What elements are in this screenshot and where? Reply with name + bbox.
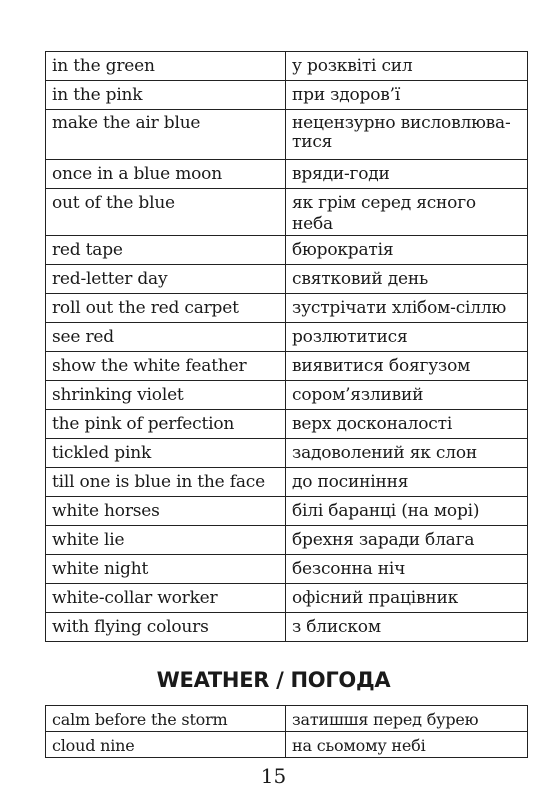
table-row (46, 706, 528, 732)
ukrainian-translation (286, 110, 528, 160)
table-row (46, 410, 528, 439)
ukrainian-translation: верх досконалості (286, 410, 528, 439)
weather-idioms-table (45, 705, 528, 758)
english-idiom: white-collar worker (46, 584, 286, 613)
ukrainian-translation: з блиском (286, 613, 528, 642)
ukrainian-translation: як грім серед ясного неба (286, 189, 528, 236)
table-row (46, 81, 528, 110)
english-idiom: see red (46, 323, 286, 352)
english-idiom: show the white feather (46, 352, 286, 381)
table-row (46, 110, 528, 160)
english-idiom: cloud nine (46, 732, 286, 758)
english-idiom: till one is blue in the face (46, 468, 286, 497)
idioms-table (45, 51, 528, 642)
english-idiom: roll out the red carpet (46, 294, 286, 323)
english-idiom: red tape (46, 236, 286, 265)
table-row (46, 584, 528, 613)
translation-line-2: тися (292, 132, 333, 152)
table-row (46, 468, 528, 497)
table-row (46, 352, 528, 381)
english-idiom: once in a blue moon (46, 160, 286, 189)
ukrainian-translation: у розквіті сил (286, 52, 528, 81)
english-idiom: out of the blue (46, 189, 286, 236)
table-row (46, 555, 528, 584)
english-idiom: white night (46, 555, 286, 584)
ukrainian-translation: виявитися боягузом (286, 352, 528, 381)
ukrainian-translation: затишшя перед бурею (286, 706, 528, 732)
table-row (46, 323, 528, 352)
english-idiom: white lie (46, 526, 286, 555)
ukrainian-translation: сором’язливий (286, 381, 528, 410)
translation-line-1: нецензурно висловлюва- (292, 113, 511, 133)
table-row (46, 381, 528, 410)
table-row (46, 160, 528, 189)
table-row (46, 236, 528, 265)
ukrainian-translation: розлютитися (286, 323, 528, 352)
ukrainian-translation: офісний працівник (286, 584, 528, 613)
table-row (46, 732, 528, 758)
english-idiom: in the green (46, 52, 286, 81)
english-idiom: tickled pink (46, 439, 286, 468)
ukrainian-translation: вряди-годи (286, 160, 528, 189)
table-row (46, 294, 528, 323)
table-row (46, 497, 528, 526)
ukrainian-translation: при здоров’ї (286, 81, 528, 110)
ukrainian-translation: до посиніння (286, 468, 528, 497)
english-idiom: make the air blue (46, 110, 286, 160)
table-row (46, 189, 528, 236)
english-idiom: white horses (46, 497, 286, 526)
english-idiom: shrinking violet (46, 381, 286, 410)
ukrainian-translation: зустрічати хлібом-сіллю (286, 294, 528, 323)
table-row (46, 52, 528, 81)
ukrainian-translation: на сьомому небі (286, 732, 528, 758)
ukrainian-translation: брехня заради блага (286, 526, 528, 555)
ukrainian-translation: святковий день (286, 265, 528, 294)
table-row (46, 526, 528, 555)
english-idiom: in the pink (46, 81, 286, 110)
section-heading: WEATHER / ПОГОДА (156, 668, 391, 692)
table-row (46, 613, 528, 642)
ukrainian-translation: бюрократія (286, 236, 528, 265)
page-number: 15 (260, 764, 287, 788)
ukrainian-translation: задоволений як слон (286, 439, 528, 468)
english-idiom: calm before the storm (46, 706, 286, 732)
english-idiom: the pink of perfection (46, 410, 286, 439)
ukrainian-translation: білі баранці (на морі) (286, 497, 528, 526)
english-idiom: red-letter day (46, 265, 286, 294)
table-row (46, 265, 528, 294)
table-row (46, 439, 528, 468)
english-idiom: with flying colours (46, 613, 286, 642)
ukrainian-translation: безсонна ніч (286, 555, 528, 584)
